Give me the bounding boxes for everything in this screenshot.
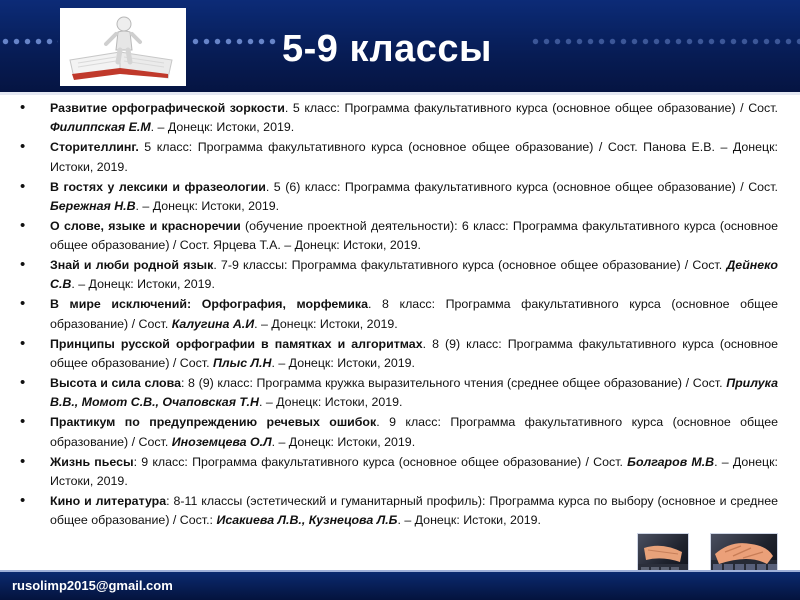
item-author: Исакиева Л.В., Кузнецова Л.Б [216, 513, 398, 528]
item-publisher: . – Донецк: Истоки, 2019. [258, 395, 403, 410]
item-title: Жизнь пьесы [50, 454, 134, 469]
bullet-icon: • [20, 452, 26, 470]
list-item [18, 374, 778, 412]
item-author: Бережная Н.В [50, 198, 136, 213]
list-item [18, 138, 778, 176]
item-title: Принципы русской орфографии в памятках и алгоритмах [50, 336, 423, 351]
footer-email: rusolimp2015@gmail.com [12, 578, 173, 593]
list-item [18, 492, 778, 530]
bullet-icon: • [20, 334, 26, 352]
item-author: Иноземцева О.Л [171, 434, 272, 449]
item-description: : 8 (9) класс: Программа кружка выразительного чтения (среднее общее образование) / Сост. [180, 376, 727, 391]
bullet-icon: • [20, 216, 26, 234]
item-author: Болгаров М.В [627, 454, 715, 469]
item-title: Практикум по предупреждению речевых ошибок [50, 415, 377, 430]
item-publisher: . – Донецк: Истоки, 2019. [397, 513, 541, 528]
logo-image [60, 8, 186, 86]
item-description: . 5 класс: Программа факультативного курса (основное общее образование) / Сост. [284, 101, 778, 115]
item-description: . 9 класс: Программа факультативного курса (основное общее образование) / Сост. [50, 415, 778, 449]
item-publisher: . – Донецк: Истоки, 2019. [271, 355, 415, 370]
item-description: : 9 класс: Программа факультативного курса (основное общее образование) / Сост. [133, 454, 628, 469]
item-description: 5 класс: Программа факультативного курса (основное общее образование) / Сост. Панова Е.В. – Донецк: Истоки, 2019. [50, 140, 778, 174]
item-title: В мире исключений: Орфография, морфемика [50, 297, 368, 312]
bullet-icon: • [20, 413, 26, 431]
header-dot-strip-right [190, 37, 276, 46]
item-title: Сторителлинг. [50, 140, 139, 155]
bullet-icon: • [20, 177, 26, 195]
person-on-book-icon [60, 8, 186, 86]
list-item [18, 99, 778, 137]
bibliography-list [18, 99, 778, 531]
item-publisher: . – Донецк: Истоки, 2019. [271, 434, 416, 449]
header-divider [0, 92, 800, 95]
item-publisher: . – Донецк: Истоки, 2019. [254, 316, 398, 331]
list-item [18, 453, 778, 491]
list-item [18, 178, 778, 216]
item-description: : 8-11 классы (эстетический и гуманитарный профиль): Программа курса по выбору (основное и среднее общее образование) / Сост.: [50, 493, 778, 528]
bullet-icon: • [20, 99, 26, 116]
item-description: . 5 (6) класс: Программа факультативного курса (основное общее образование) / Сост. [265, 179, 778, 194]
item-title: Развитие орфографической зоркости [50, 101, 285, 115]
item-author: Плыс Л.Н [213, 355, 272, 370]
header-dot-strip-far-right [530, 37, 800, 46]
item-description: . 7-9 классы: Программа факультативного курса (основное общее образование) / Сост. [213, 258, 727, 273]
bullet-icon: • [20, 491, 26, 509]
item-author: Прилука В.В., Момот С.В., Очаповская Т.Н [50, 376, 778, 410]
item-description: . 8 класс: Программа факультативного курса (основное общее образование) / Сост. [50, 297, 778, 331]
item-title: Знай и люби родной язык [50, 258, 214, 273]
item-description: . 8 (9) класс: Программа факультативного курса (основное общее образование) / Сост. [50, 336, 778, 370]
item-publisher: . – Донецк: Истоки, 2019. [71, 277, 215, 292]
item-publisher: . – Донецк: Истоки, 2019. [150, 120, 295, 135]
item-author: Калугина А.И [171, 316, 255, 331]
bullet-icon: • [20, 256, 26, 274]
header-dot-strip-left [0, 37, 58, 46]
list-item [18, 413, 778, 451]
item-publisher: . – Донецк: Истоки, 2019. [50, 454, 778, 488]
list-item [18, 335, 778, 373]
list-item [18, 295, 778, 333]
page-title: 5-9 классы [282, 28, 492, 70]
bullet-icon: • [20, 138, 26, 156]
footer-band [0, 570, 800, 600]
bullet-icon: • [20, 295, 26, 313]
header-band [0, 0, 800, 92]
item-publisher: . – Донецк: Истоки, 2019. [135, 198, 280, 213]
item-title: Высота и сила слова [50, 376, 181, 391]
item-author: Филиппская Е.М [50, 120, 151, 135]
item-title: В гостях у лексики и фразеологии [50, 179, 266, 194]
list-item [18, 217, 778, 255]
bullet-icon: • [20, 374, 26, 392]
item-author: Дейнеко С.В [50, 258, 778, 292]
item-title: О слове, языке и красноречии [50, 218, 241, 233]
item-description: (обучение проектной деятельности): 6 класс: Программа факультативного курса (основное общее образование) / Сост. Ярцева Т.А. – Донецк: Истоки, 2019. [50, 218, 778, 253]
item-title: Кино и литература [50, 493, 167, 508]
list-item [18, 256, 778, 294]
